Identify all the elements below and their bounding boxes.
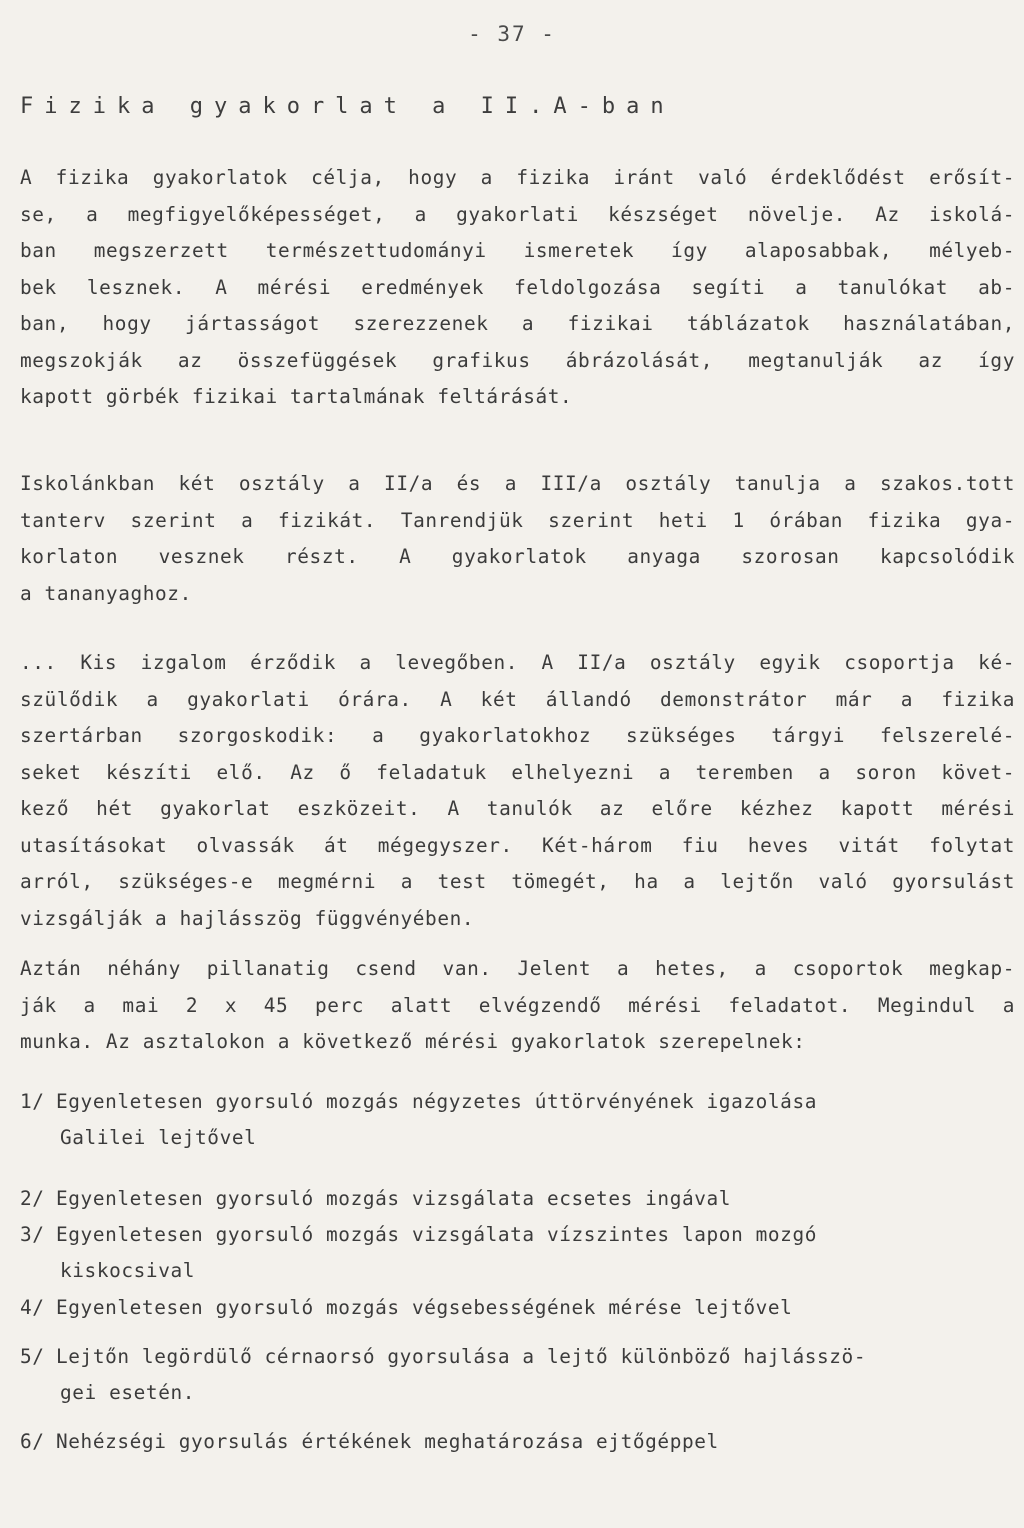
text-line: A fizika gyakorlatok célja, hogy a fizika iránt való érdeklődést erősít- [20,166,1015,189]
text-line: tanterv szerint a fizikát. Tanrendjük szerint heti 1 órában fizika gya- [20,508,1015,532]
text-line: munka. Az asztalokon a következő mérési gyakorlatok szerepelnek: [20,1030,806,1053]
item-number: 3/ [20,1223,45,1246]
item-number: 5/ [20,1345,45,1368]
list-item [20,1181,1015,1217]
text-line: szertárban szorgoskodik: a gyakorlatokhoz szükséges tárgyi felszerelé- [20,724,1015,747]
text-line: szülődik a gyakorlati órára. A két állandó demonstrátor már a fizika [20,687,1015,711]
text-line: Aztán néhány pillanatig csend van. Jelent a hetes, a csoportok megkap- [20,957,1015,980]
paragraph-preparation [20,645,1015,937]
item-number: 6/ [20,1430,45,1453]
paragraph-classes [20,466,1015,612]
text-line: a tananyaghoz. [20,581,192,605]
item-text: Egyenletesen gyorsuló mozgás végsebességének mérése lejtővel [56,1296,793,1319]
text-line: utasításokat olvassák át mégegyszer. Két-három fiu heves vitát folytat [20,833,1015,857]
page-number: - 37 - [468,22,556,46]
item-number: 4/ [20,1296,45,1319]
item-text: Egyenletesen gyorsuló mozgás vizsgálata ecsetes ingával [56,1187,732,1210]
list-item [20,1217,1015,1289]
text-line: megszokják az összefüggések grafikus ábrázolását, megtanulják az így [20,348,1015,372]
text-line: Iskolánkban két osztály a II/a és a III/a osztály tanulja a szakos.tott [20,472,1015,495]
item-number: 2/ [20,1187,45,1210]
item-text: Nehézségi gyorsulás értékének meghatározása ejtőgéppel [56,1430,719,1453]
item-text: Egyenletesen gyorsuló mozgás vizsgálata vízszintes lapon mozgó [56,1223,817,1246]
text-line: kapott görbék fizikai tartalmának feltárását. [20,385,573,408]
text-line: ban megszerzett természettudományi ismeretek így alaposabbak, mélyeb- [20,239,1015,262]
list-item [20,1339,1015,1411]
text-line: ják a mai 2 x 45 perc alatt elvégzendő mérési feladatot. Megindul a [20,993,1015,1017]
text-line: seket készíti elő. Az ő feladatuk elhelyezni a teremben a soron követ- [20,760,1015,784]
item-text: Egyenletesen gyorsuló mozgás négyzetes úttörvényének igazolása [56,1090,817,1113]
text-line: vizsgálják a hajlásszög függvényében. [20,906,475,930]
text-line: se, a megfigyelőképességet, a gyakorlati készséget növelje. Az iskolá- [20,202,1015,226]
item-text-continuation: Galilei lejtővel [60,1126,257,1149]
list-item [20,1084,1015,1156]
text-line: korlaton vesznek részt. A gyakorlatok anyaga szorosan kapcsolódik [20,545,1015,568]
paragraph-purpose [20,160,1015,416]
text-line: ban, hogy jártasságot szerezzenek a fizikai táblázatok használatában, [20,312,1015,335]
item-text-continuation: kiskocsival [60,1259,196,1282]
item-text-continuation: gei esetén. [60,1381,196,1404]
list-item [20,1290,1015,1326]
item-number: 1/ [20,1090,45,1113]
page-title: Fizika gyakorlat a II.A-ban [20,94,675,119]
text-line: kező hét gyakorlat eszközeit. A tanulók az előre kézhez kapott mérési [20,797,1015,820]
text-line: ... Kis izgalom érződik a levegőben. A II/a osztály egyik csoportja ké- [20,651,1015,674]
text-line: arról, szükséges-e megmérni a test tömegét, ha a lejtőn való gyorsulást [20,870,1015,893]
item-text: Lejtőn legördülő cérnaorsó gyorsulása a lejtő különböző hajlásszö- [56,1345,867,1368]
list-item [20,1424,1015,1460]
paragraph-start [20,951,1015,1061]
text-line: bek lesznek. A mérési eredmények feldolgozása segíti a tanulókat ab- [20,275,1015,299]
